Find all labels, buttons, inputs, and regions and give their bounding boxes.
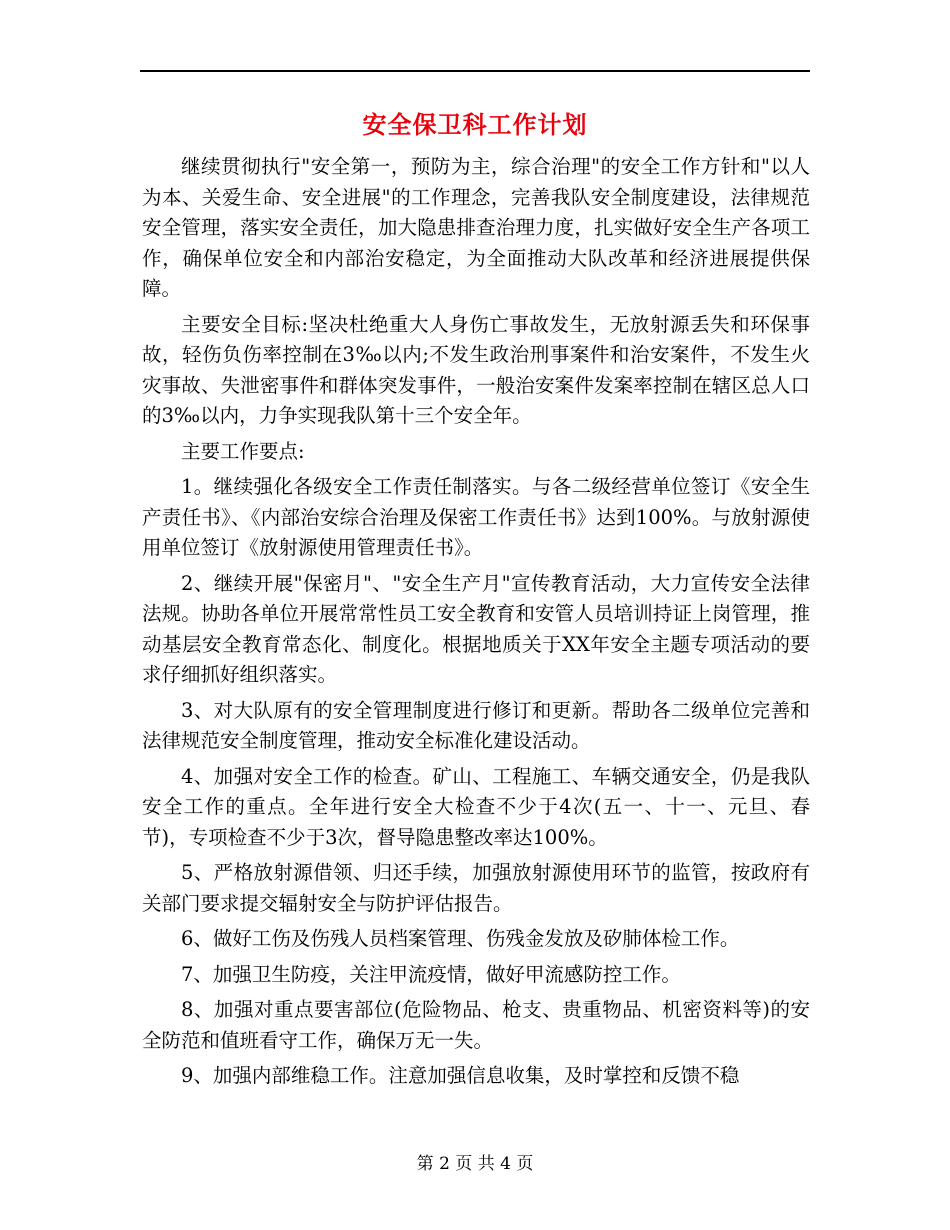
- header-rule: [140, 70, 810, 72]
- paragraph-item-3: 3、对大队原有的安全管理制度进行修订和更新。帮助各二级单位完善和法律规范安全制度管理，推动安全标准化建设活动。: [142, 698, 810, 752]
- paragraph-item-8: 8、加强对重点要害部位(危险物品、枪支、贵重物品、机密资料等)的安全防范和值班看守工作，确保万无一失。: [142, 998, 810, 1052]
- page-number: 第 2 页 共 4 页: [416, 1154, 534, 1174]
- paragraph-item-2: 2、继续开展"保密月"、"安全生产月"宣传教育活动，大力宣传安全法律法规。协助各单位开展常常性员工安全教育和安管人员培训持证上岗管理，推动基层安全教育常态化、制度化。根据地质关于XX年安全主题专项活动的要求仔细抓好组织落实。: [142, 571, 810, 686]
- paragraph-item-6: 6、做好工伤及伤残人员档案管理、伤残金发放及矽肺体检工作。: [181, 927, 740, 950]
- paragraph-goals: 主要安全目标:坚决杜绝重大人身伤亡事故发生，无放射源丢失和环保事故，轻伤负伤率控制在3‰以内;不发生政治刑事案件和治安案件，不发生火灾事故、失泄密事件和群体突发事件，一般治安案件发案率控制在辖区总人口的3‰以内，力争实现我队第十三个安全年。: [142, 312, 810, 427]
- paragraph-intro: 继续贯彻执行"安全第一，预防为主，综合治理"的安全工作方针和"以人为本、关爱生命、安全进展"的工作理念，完善我队安全制度建设，法律规范安全管理，落实安全责任，加大隐患排查治理力度，扎实做好安全生产各项工作，确保单位安全和内部治安稳定，为全面推动大队改革和经济进展提供保障。: [142, 155, 810, 300]
- paragraph-item-1: 1。继续强化各级安全工作责任制落实。与各二级经营单位签订《安全生产责任书》、《内部治安综合治理及保密工作责任书》达到100%。与放射源使用单位签订《放射源使用管理责任书》。: [142, 475, 810, 559]
- document-title: 安全保卫科工作计划: [362, 110, 588, 139]
- paragraph-item-4: 4、加强对安全工作的检查。矿山、工程施工、车辆交通安全，仍是我队安全工作的重点。全年进行安全大检查不少于4次(五一、十一、元旦、春节)，专项检查不少于3次，督导隐患整改率达100%。: [142, 764, 810, 849]
- paragraph-item-7: 7、加强卫生防疫，关注甲流疫情，做好甲流感防控工作。: [181, 962, 681, 986]
- paragraph-item-5: 5、严格放射源借领、归还手续，加强放射源使用环节的监管，按政府有关部门要求提交辐射安全与防护评估报告。: [142, 861, 810, 915]
- paragraph-item-9: 9、加强内部维稳工作。注意加强信息收集，及时掌控和反馈不稳: [181, 1064, 740, 1087]
- paragraph-work-points-heading: 主要工作要点:: [181, 439, 305, 463]
- document-body: [142, 152, 810, 1097]
